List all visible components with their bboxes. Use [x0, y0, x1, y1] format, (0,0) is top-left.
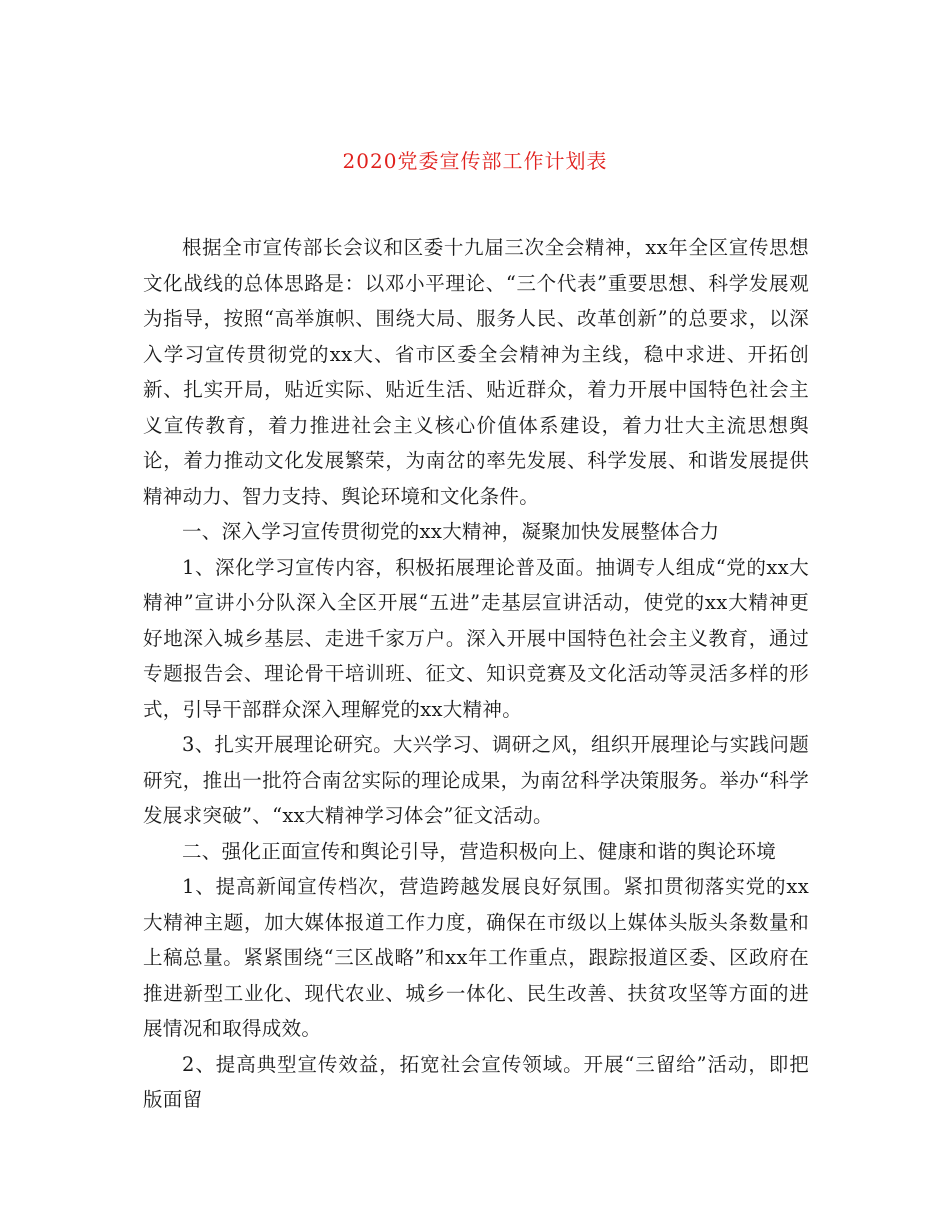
- paragraph-1-3: 3、扎实开展理论研究。大兴学习、调研之风，组织开展理论与实践问题研究，推出一批符合南岔实际的理论成果，为南岔科学决策服务。举办“科学发展求突破”、“xx大精神学习体会”征文活动。: [143, 733, 809, 827]
- paragraph-1-1: 1、深化学习宣传内容，积极拓展理论普及面。抽调专人组成“党的xx大精神”宣讲小分队深入全区开展“五进”走基层宣讲活动，使党的xx大精神更好地深入城乡基层、走进千家万户。深入开展中国特色社会主义教育，通过专题报告会、理论骨干培训班、征文、知识竞赛及文化活动等灵活多样的形式，引导干部群众深入理解党的xx大精神。: [143, 555, 809, 721]
- paragraph-intro: 根据全市宣传部长会议和区委十九届三次全会精神，xx年全区宣传思想文化战线的总体思路是：以邓小平理论、“三个代表”重要思想、科学发展观为指导，按照“高举旗帜、围绕大局、服务人民、改革创新”的总要求，以深入学习宣传贯彻党的xx大、省市区委全会精神为主线，稳中求进、开拓创新、扎实开局，贴近实际、贴近生活、贴近群众，着力开展中国特色社会主义宣传教育，着力推进社会主义核心价值体系建设，着力壮大主流思想舆论，着力推动文化发展繁荣，为南岔的率先发展、科学发展、和谐发展提供精神动力、智力支持、舆论环境和文化条件。: [143, 236, 809, 508]
- paragraph-2-1: 1、提高新闻宣传档次，营造跨越发展良好氛围。紧扣贯彻落实党的xx大精神主题，加大媒体报道工作力度，确保在市级以上媒体头版头条数量和上稿总量。紧紧围绕“三区战略”和xx年工作重点，跟踪报道区委、区政府在推进新型工业化、现代农业、城乡一体化、民生改善、扶贫攻坚等方面的进展情况和取得成效。: [143, 875, 809, 1040]
- section-heading-1: 一、深入学习宣传贯彻党的xx大精神，凝聚加快发展整体合力: [182, 520, 720, 543]
- page-title: 2020党委宣传部工作计划表: [342, 149, 608, 173]
- section-heading-2: 二、强化正面宣传和舆论引导，营造积极向上、健康和谐的舆论环境: [182, 839, 777, 863]
- document-body: [143, 230, 809, 1118]
- paragraph-2-2: 2、提高典型宣传效益，拓宽社会宣传领域。开展“三留给”活动，即把版面留: [143, 1052, 809, 1111]
